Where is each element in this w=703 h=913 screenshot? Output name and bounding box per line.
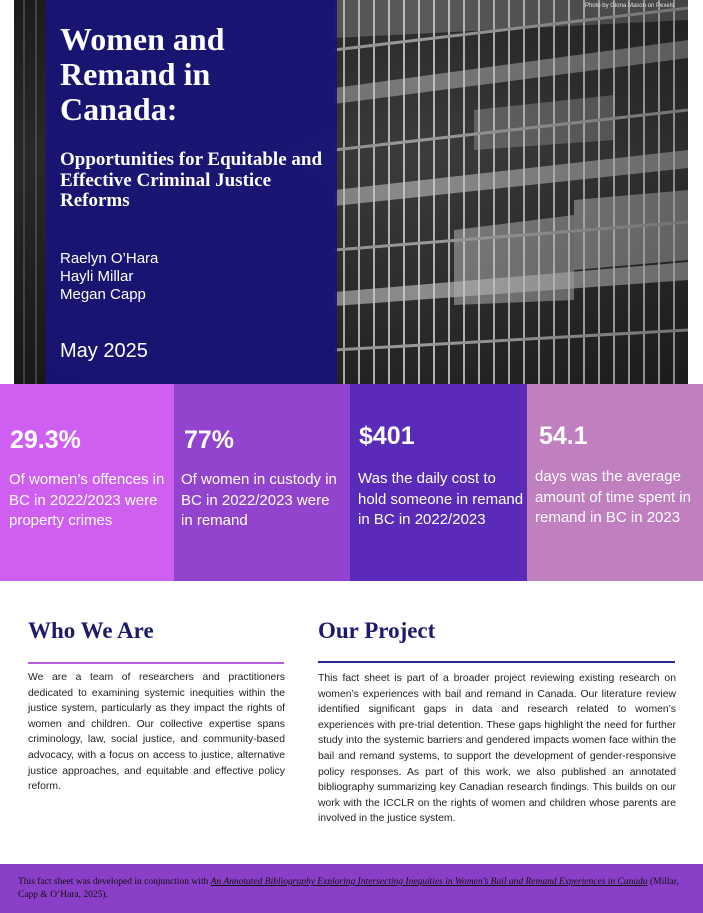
- stat-description: Of women in custody in BC in 2022/2023 were in remand: [181, 471, 337, 529]
- photo-credit: Photo by Giona Mason on Pexels: [584, 3, 674, 9]
- stat-card-remand-custody: [174, 384, 350, 581]
- stat-description: Was the daily cost to hold someone in remand in BC in 2022/2023: [358, 470, 524, 528]
- who-we-are-text: We are a team of researchers and practitioners dedicated to examining systemic inequities within the justice system, particularly as they impact the rights of women and children. Our collective expertise spans criminology, law, social justice, and community-based advocacy, with a focus on access to justice, alternative justice approaches, and equitable and effective policy reform.: [28, 672, 285, 793]
- stat-value: 77%: [184, 426, 235, 454]
- who-we-are-divider: [28, 662, 284, 664]
- page-title: Women and Remand in Canada:: [60, 21, 225, 127]
- hero-section: [0, 0, 703, 384]
- stat-value: 29.3%: [10, 426, 81, 454]
- author-name: Megan Capp: [60, 286, 146, 303]
- stat-card-daily-cost: [350, 384, 527, 581]
- footer-band: [0, 864, 703, 913]
- stat-value: 54.1: [539, 422, 588, 450]
- footer-prefix: This fact sheet was developed in conjunction with: [18, 877, 211, 887]
- page-subtitle: Opportunities for Equitable and Effective Criminal Justice Reforms: [60, 149, 323, 211]
- stat-description: days was the average amount of time spent in remand in BC in 2023: [535, 468, 691, 526]
- stat-description: Of women’s offences in BC in 2022/2023 were property crimes: [9, 471, 165, 529]
- who-we-are-heading: Who We Are: [28, 618, 154, 643]
- footer-note: [18, 876, 688, 902]
- author-list: [60, 250, 158, 304]
- footer-suffix: (Millar, Capp & O’Hara, 2025).: [18, 877, 679, 900]
- stat-card-average-days: [527, 384, 703, 581]
- bibliography-link[interactable]: An Annotated Bibliography Exploring Intersecting Inequities in Women’s Bail and Remand Experiences in Canada: [210, 877, 648, 887]
- our-project-text: This fact sheet is part of a broader project reviewing existing research on women’s experiences with bail and remand in Canada. Our literature review identified significant gaps in data and research related to women’s experiences with pre-trial detention. These gaps highlight the need for further study into the systemic barriers and gendered impacts women face within the bail and remand systems, to support the development of gender-responsive policy responses. As part of this work, we also published an annotated bibliography summarizing key Canadian research findings. This builds on our work with the ICCLR on the rights of women and children whose parents are involved in the justice system.: [318, 673, 676, 825]
- publication-date: May 2025: [60, 340, 148, 362]
- stat-value: $401: [359, 422, 415, 450]
- stat-card-property-crimes: [0, 384, 174, 581]
- our-project-divider: [318, 661, 675, 663]
- stats-band: [0, 384, 703, 581]
- author-name: Hayli Millar: [60, 268, 134, 285]
- our-project-heading: Our Project: [318, 618, 436, 643]
- author-name: Raelyn O’Hara: [60, 250, 159, 267]
